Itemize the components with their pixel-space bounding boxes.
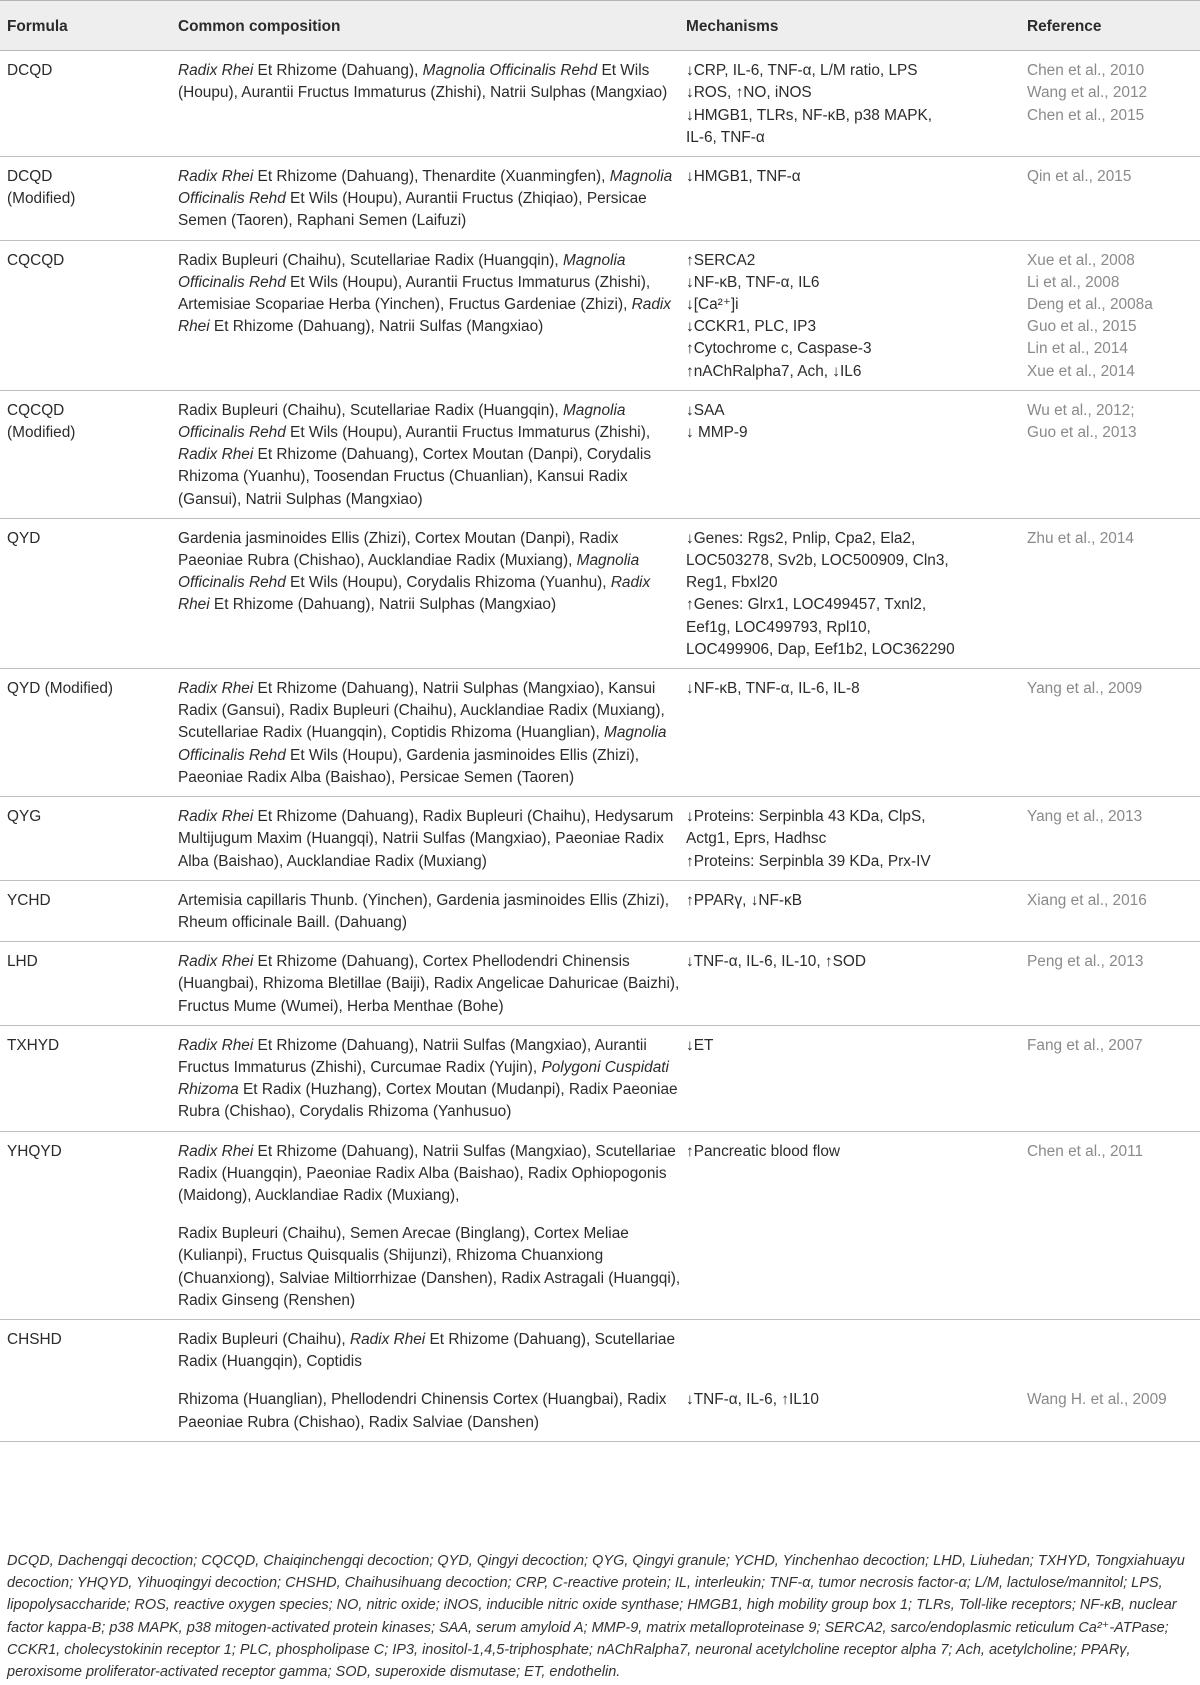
composition-text: Et Rhizome (Dahuang), Radix Bupleuri (Chaihu), Hedysarum Multijugum Maxim (Huangqi), Natrii Sulfas (Mangxiao), Paeoniae Radix Alba (Baishao), Aucklandiae Radix (Muxiang) [178,808,674,870]
composition-text: Radix Bupleuri (Chaihu), Scutellariae Radix (Huangqin), [178,401,563,419]
composition-latin-name: Radix Rhei [178,296,671,336]
composition-text: Radix Bupleuri (Chaihu), Scutellariae Radix (Huangqin), [178,251,563,269]
mechanisms-cell: ↑SERCA2 ↓NF-κB, TNF-α, IL6 ↓[Ca²⁺]i ↓CCKR1, PLC, IP3 ↑Cytochrome c, Caspase-3 ↑nAChRalpha7, Ach, ↓IL6 [686,251,872,380]
composition-latin-name: Polygoni Cuspidati Rhizoma [178,1058,669,1099]
header-mechanisms: Mechanisms [686,18,779,35]
reference-cell [1027,1319,1200,1380]
composition-text: Et Rhizome (Dahuang), Cortex Moutan (Danpi), Corydalis Rhizoma (Yuanhu), Toosendan Fructus (Chuanlian), Kansui Radix (Gansui), Natrii Sulphas (Mangxiao) [178,446,652,508]
composition-cell [178,797,686,881]
formula-cell: YHQYD [7,1142,62,1160]
composition-latin-name: Radix Rhei [178,574,651,614]
composition-cell [178,157,686,241]
composition-cell [178,240,686,390]
composition-latin-name: Magnolia Officinalis Rehd [422,62,598,80]
reference-cell [1027,1214,1200,1319]
table-row [0,518,1200,668]
composition-cell [178,942,686,1026]
formula-cell: LHD [7,953,38,971]
composition-text: Radix Bupleuri (Chaihu), Semen Arecae (Binglang), Cortex Meliae (Kulianpi), Fructus Quisqualis (Shijunzi), Rhizoma Chuanxiong (Chuanxiong), Salviae Miltiorrhizae (Danshen), Radix Astragali (Huangqi), Radix Ginseng (Renshen) [178,1225,681,1309]
composition-text: Et Rhizome (Dahuang), Natrii Sulfas (Mangxiao), Scutellariae Radix (Huangqin), Paeoniae Radix Alba (Baishao), Radix Ophiopogonis (Maidong), Aucklandiae Radix (Muxiang), [178,1142,676,1204]
composition-cell [178,1025,686,1131]
mechanisms-cell: ↓NF-κB, TNF-α, IL-6, IL-8 [686,680,860,698]
reference-cell: Zhu et al., 2014 [1027,529,1134,547]
formula-cell: QYD [7,529,41,547]
table-body [0,51,1200,1442]
reference-cell: Yang et al., 2013 [1027,808,1143,826]
table-row [0,942,1200,1026]
mechanisms-cell: ↓ET [686,1036,714,1054]
reference-cell: Xue et al., 2008 Li et al., 2008 Deng et al., 2008a Guo et al., 2015 Lin et al., 2014 Xue et al., 2014 [1027,251,1153,380]
table-row [0,797,1200,881]
composition-latin-name: Radix Rhei [178,680,254,698]
table-row [0,157,1200,241]
composition-latin-name: Magnolia Officinalis Rehd [178,168,673,208]
table-row [0,1319,1200,1380]
composition-latin-name: Radix Rhei [178,808,254,826]
formula-cell: QYG [7,808,42,826]
table-row [0,880,1200,941]
composition-text: Radix Bupleuri (Chaihu), [178,1330,350,1348]
reference-cell: Fang et al., 2007 [1027,1036,1143,1054]
reference-cell: Wu et al., 2012; Guo et al., 2013 [1027,401,1137,442]
composition-text: Et Rhizome (Dahuang), [253,62,423,80]
composition-latin-name: Magnolia Officinalis Rehd [178,401,626,442]
mechanisms-cell: ↓HMGB1, TNF-α [686,168,801,186]
composition-text: Rhizoma (Huanglian), Phellodendri Chinensis Cortex (Huangbai), Radix Paeoniae Rubra (Chishao), Radix Salviae (Danshen) [178,1391,667,1431]
formula-cell: CQCQD [7,251,65,269]
composition-cell [178,1131,686,1214]
composition-cell [178,51,686,157]
composition-latin-name: Radix Rhei [178,168,254,186]
composition-text: Et Rhizome (Dahuang), Natrii Sulphas (Mangxiao), Kansui Radix (Gansui), Radix Bupleuri (Chaihu), Aucklandiae Radix (Muxiang), Scutellariae Radix (Huangqin), Coptidis Rhizoma (Huanglian), [178,680,665,742]
composition-text: Et Rhizome (Dahuang), Natrii Sulfas (Mangxiao) [209,318,544,336]
composition-latin-name: Magnolia Officinalis Rehd [178,552,640,592]
composition-cell [178,1319,686,1380]
reference-cell: Qin et al., 2015 [1027,168,1132,186]
composition-text: Et Rhizome (Dahuang), Natrii Sulfas (Mangxiao), Aurantii Fructus Immaturus (Zhishi), Curcumae Radix (Yujin), [178,1036,647,1076]
composition-cell [178,518,686,668]
composition-latin-name: Radix Rhei [178,1036,254,1054]
composition-text: Et Wils (Houpu), Corydalis Rhizoma (Yuanhu), [285,574,611,592]
table-row [0,1380,1200,1441]
table-row [0,1214,1200,1319]
mechanisms-cell: ↑Pancreatic blood flow [686,1142,840,1160]
reference-cell: Chen et al., 2011 [1027,1142,1144,1160]
composition-latin-name: Radix Rhei [178,1142,254,1160]
mechanisms-cell: ↓Proteins: Serpinbla 43 KDa, ClpS, Actg1, Eprs, Hadhsc ↑Proteins: Serpinbla 39 KDa, Prx-IV [686,808,931,870]
formula-cell [0,1214,178,1319]
mechanisms-cell: ↓Genes: Rgs2, Pnlip, Cpa2, Ela2, LOC503278, Sv2b, LOC500909, Cln3, Reg1, Fbxl20 ↑Genes: Glrx1, LOC499457, Txnl2, Eef1g, LOC499793, Rpl10, LOC499906, Dap, Eef1b2, LOC362290 [686,529,955,658]
mechanisms-cell: ↓TNF-α, IL-6, ↑IL10 [686,1391,819,1409]
composition-latin-name: Radix Rhei [178,446,254,464]
composition-cell [178,1380,686,1441]
table-footnote: DCQD, Dachengqi decoction; CQCQD, Chaiqinchengqi decoction; QYD, Qingyi decoction; QYG, Qingyi granule; YCHD, Yinchenhao decoction; LHD, Liuhedan; TXHYD, Tongxiahuayu decoction; YHQYD, Yihuoqingyi decoction; CHSHD, Chaihusihuang decoction; CRP, C-reactive protein; IL, interleukin; TNF-α, tumor necrosis factor-α; L/M, lactulose/mannitol; LPS, lipopolysaccharide; ROS, reactive oxygen species; NO, nitric oxide; iNOS, inducible nitric oxide synthase; HMGB1, high mobility group box 1; TLRs, Toll-like receptors; NF-κB, nuclear factor kappa-B; p38 MAPK, p38 mitogen-activated protein kinases; SAA, serum amyloid A; MMP-9, matrix metalloproteinase 9; SERCA2, sarco/endoplasmic reticulum Ca²⁺-ATPase; CCKR1, cholecystokinin receptor 1; PLC, phospholipase C; IP3, inositol-1,4,5-triphosphate; nAChRalpha7, neuronal acetylcholine receptor alpha 7; Ach, acetylcholine; PPARγ, peroxisome proliferator-activated receptor gamma; SOD, superoxide dismutase; ET, endothelin. [7,1553,1185,1681]
formula-cell: CHSHD [7,1330,62,1348]
composition-text: Et Wils (Houpu), Aurantii Fructus (Zhiqiao), Persicae Semen (Taoren), Raphani Semen (Laifuzi) [178,190,647,230]
header-composition: Common composition [178,18,341,35]
header-row [0,1,1200,51]
composition-text: Et Wils (Houpu), Aurantii Fructus Immaturus (Zhishi), Artemisiae Scopariae Herba (Yinchen), Fructus Gardeniae (Zhizi), [178,273,651,314]
mechanisms-cell: ↓TNF-α, IL-6, IL-10, ↑SOD [686,953,866,971]
composition-latin-name: Radix Rhei [178,953,254,971]
reference-cell: Xiang et al., 2016 [1027,891,1147,909]
mechanisms-cell: ↑PPARγ, ↓NF-κB [686,891,803,909]
table-header [0,1,1200,51]
formula-cell: DCQD (Modified) [7,168,76,208]
composition-latin-name: Radix Rhei [349,1330,426,1348]
composition-text: Et Rhizome (Dahuang), Natrii Sulphas (Mangxiao) [209,596,557,614]
reference-cell: Yang et al., 2009 [1027,680,1143,698]
composition-cell [178,390,686,518]
composition-text: Et Wils (Houpu), Aurantii Fructus Immaturus (Zhishi), Natrii Sulphas (Mangxiao) [178,62,668,102]
table-row [0,669,1200,797]
table-row [0,240,1200,390]
table-row [0,51,1200,157]
reference-cell: Wang H. et al., 2009 [1027,1391,1167,1409]
composition-text: Et Wils (Houpu), Gardenia jasminoides Ellis (Zhizi), Paeoniae Radix Alba (Baishao), Persicae Semen (Taoren) [178,746,640,786]
composition-cell [178,1214,686,1319]
mechanisms-cell [686,1214,1027,1319]
reference-cell: Peng et al., 2013 [1027,953,1144,971]
composition-text: Et Rhizome (Dahuang), Scutellariae Radix (Huangqin), Coptidis [178,1330,676,1371]
composition-text: Et Rhizome (Dahuang), Thenardite (Xuanmingfen), [253,168,610,186]
formula-cell: TXHYD [7,1036,60,1054]
composition-latin-name: Magnolia Officinalis Rehd [178,251,626,291]
reference-cell: Chen et al., 2010 Wang et al., 2012 Chen et al., 2015 [1027,62,1148,124]
mechanisms-cell: ↓CRP, IL-6, TNF-α, L/M ratio, LPS ↓ROS, ↑NO, iNOS ↓HMGB1, TLRs, NF-κB, p38 MAPK, IL-6, TNF-α [686,62,933,146]
formula-cell: DCQD [7,62,53,80]
composition-text: Gardenia jasminoides Ellis (Zhizi), Cortex Moutan (Danpi), Radix Paeoniae Rubra (Chishao), Aucklandiae Radix (Muxiang), [178,529,619,570]
mechanisms-cell [686,1319,1027,1380]
composition-latin-name: Radix Rhei [178,62,254,80]
composition-latin-name: Magnolia Officinalis Rehd [178,724,667,764]
mechanisms-cell: ↓SAA ↓ MMP-9 [686,401,748,442]
composition-cell [178,880,686,941]
table-row [0,1025,1200,1131]
composition-text: Et Radix (Huzhang), Cortex Moutan (Mudanpi), Radix Paeoniae Rubra (Chishao), Corydalis Rhizoma (Yanhusuo) [178,1081,678,1121]
formula-cell: CQCQD (Modified) [7,401,76,442]
table-row [0,390,1200,518]
header-formula: Formula [7,18,68,35]
composition-cell [178,669,686,797]
header-reference: Reference [1027,18,1102,35]
formula-cell [0,1380,178,1441]
composition-text: Et Rhizome (Dahuang), Cortex Phellodendri Chinensis (Huangbai), Rhizoma Bletillae (Baiji), Radix Angelicae Dahuricae (Baizhi), Fructus Mume (Wumei), Herba Menthae (Bohe) [178,953,680,1015]
composition-text: Artemisia capillaris Thunb. (Yinchen), Gardenia jasminoides Ellis (Zhizi), Rheum officinale Baill. (Dahuang) [178,891,669,931]
composition-text: Et Wils (Houpu), Aurantii Fructus Immaturus (Zhishi), [285,424,651,442]
formula-cell: YCHD [7,891,51,909]
table-row [0,1131,1200,1214]
formula-cell: QYD (Modified) [7,680,114,698]
